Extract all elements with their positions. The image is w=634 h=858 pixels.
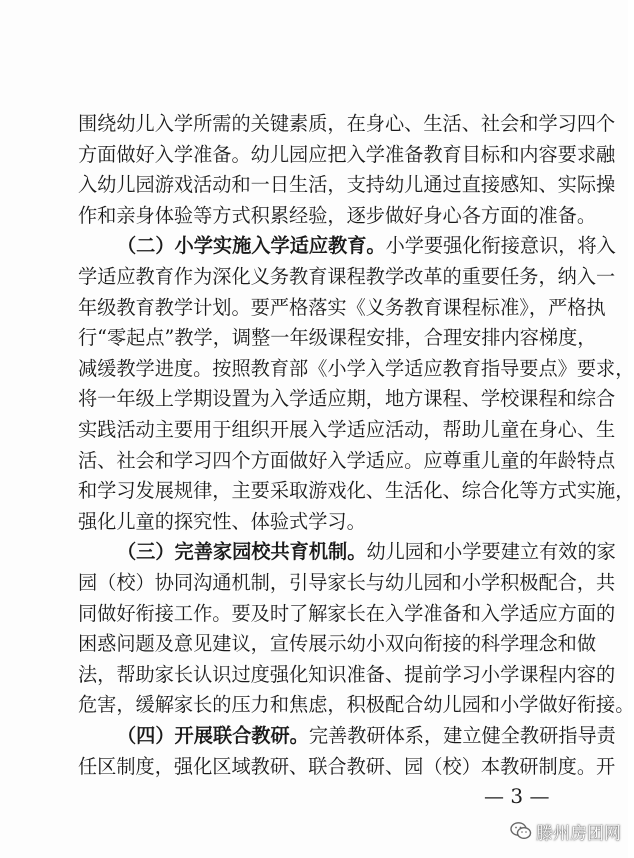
line-text: 学适应教育作为深化义务教育课程教学改革的重要任务，纳入一: [78, 265, 616, 288]
line-text: 园（校）协同沟通机制，引导家长与幼儿园和小学积极配合，共: [78, 571, 616, 594]
text-line: [78, 571, 616, 595]
text-line: [78, 693, 634, 717]
line-text: 强化儿童的探究性、体验式学习。: [78, 509, 366, 533]
line-text: 作和亲身体验等方式积累经验，逐步做好身心各方面的准备。: [78, 203, 597, 227]
text-line: [117, 234, 616, 258]
text-line: [78, 142, 616, 167]
text-line: [78, 356, 634, 381]
watermark: [510, 818, 621, 844]
section-heading: （三）完善家园校共育机制。: [117, 540, 367, 564]
text-line: [78, 265, 616, 289]
line-text: 减缓教学进度。按照教育部《小学入学适应教育指导要点》要求，: [78, 356, 634, 380]
line-text: 和学习发展规律，主要采取游戏化、生活化、综合化等方式实施，: [78, 479, 634, 503]
line-text: 入幼儿园游戏活动和一日生活，支持幼儿通过直接感知、实际操: [78, 173, 616, 197]
line-text: 同做好衔接工作。要及时了解家长在入学准备和入学适应方面的: [78, 601, 616, 625]
line-text: 实践活动主要用于组织开展入学适应活动，帮助儿童在身心、生: [78, 418, 616, 441]
text-line: [78, 295, 606, 320]
text-line: [78, 387, 616, 411]
line-text: 任区制度，强化区域教研、联合教研、园（校）本教研制度。开: [78, 754, 616, 778]
line-text: 围绕幼儿入学所需的关键素质，在身心、生活、社会和学习四个: [78, 112, 616, 135]
text-line: [78, 601, 616, 626]
line-text: 幼儿园和小学要建立有效的家: [366, 540, 616, 564]
text-line: [117, 540, 616, 564]
text-line: [78, 203, 597, 228]
line-text: 法，帮助家长认识过度强化知识准备、提前学习小学课程内容的: [78, 662, 616, 686]
text-line: [78, 112, 616, 136]
text-line: [78, 479, 634, 503]
line-text: 年级教育教学计划。要严格落实《义务教育课程标准》，严格执: [78, 295, 606, 319]
text-line: [78, 632, 597, 656]
line-text: 活、社会和学习四个方面做好入学适应。应尊重儿童的年龄特点: [78, 448, 616, 472]
line-text: 小学要强化衔接意识，将入: [385, 234, 616, 258]
text-line: [78, 662, 616, 687]
text-line: [78, 173, 616, 197]
watermark-text: 滕州房团网: [536, 823, 621, 844]
page-number: — 3 —: [484, 784, 550, 808]
wechat-icon: [510, 821, 532, 841]
line-text: 方面做好入学准备。幼儿园应把入学准备教育目标和内容要求融: [78, 142, 616, 166]
line-text: 行“零起点”教学，调整一年级课程安排，合理安排内容梯度，: [78, 326, 597, 350]
text-line: [78, 510, 558, 534]
text-line: [78, 754, 616, 779]
text-line: [78, 326, 597, 350]
section-heading: （四）开展联合教研。: [117, 724, 309, 747]
line-text: 完善教研体系，建立健全教研指导责: [308, 724, 616, 747]
line-text: 困惑问题及意见建议，宣传展示幼小双向衔接的科学理念和做: [78, 632, 597, 656]
section-heading: （二）小学实施入学适应教育。: [117, 234, 386, 258]
text-line: [117, 724, 616, 748]
line-text: 危害，缓解家长的压力和焦虑，积极配合幼儿园和小学做好衔接。: [78, 693, 634, 717]
line-text: 将一年级上学期设置为入学适应期，地方课程、学校课程和综合: [78, 387, 616, 411]
text-line: [78, 418, 616, 442]
text-line: [78, 448, 616, 473]
